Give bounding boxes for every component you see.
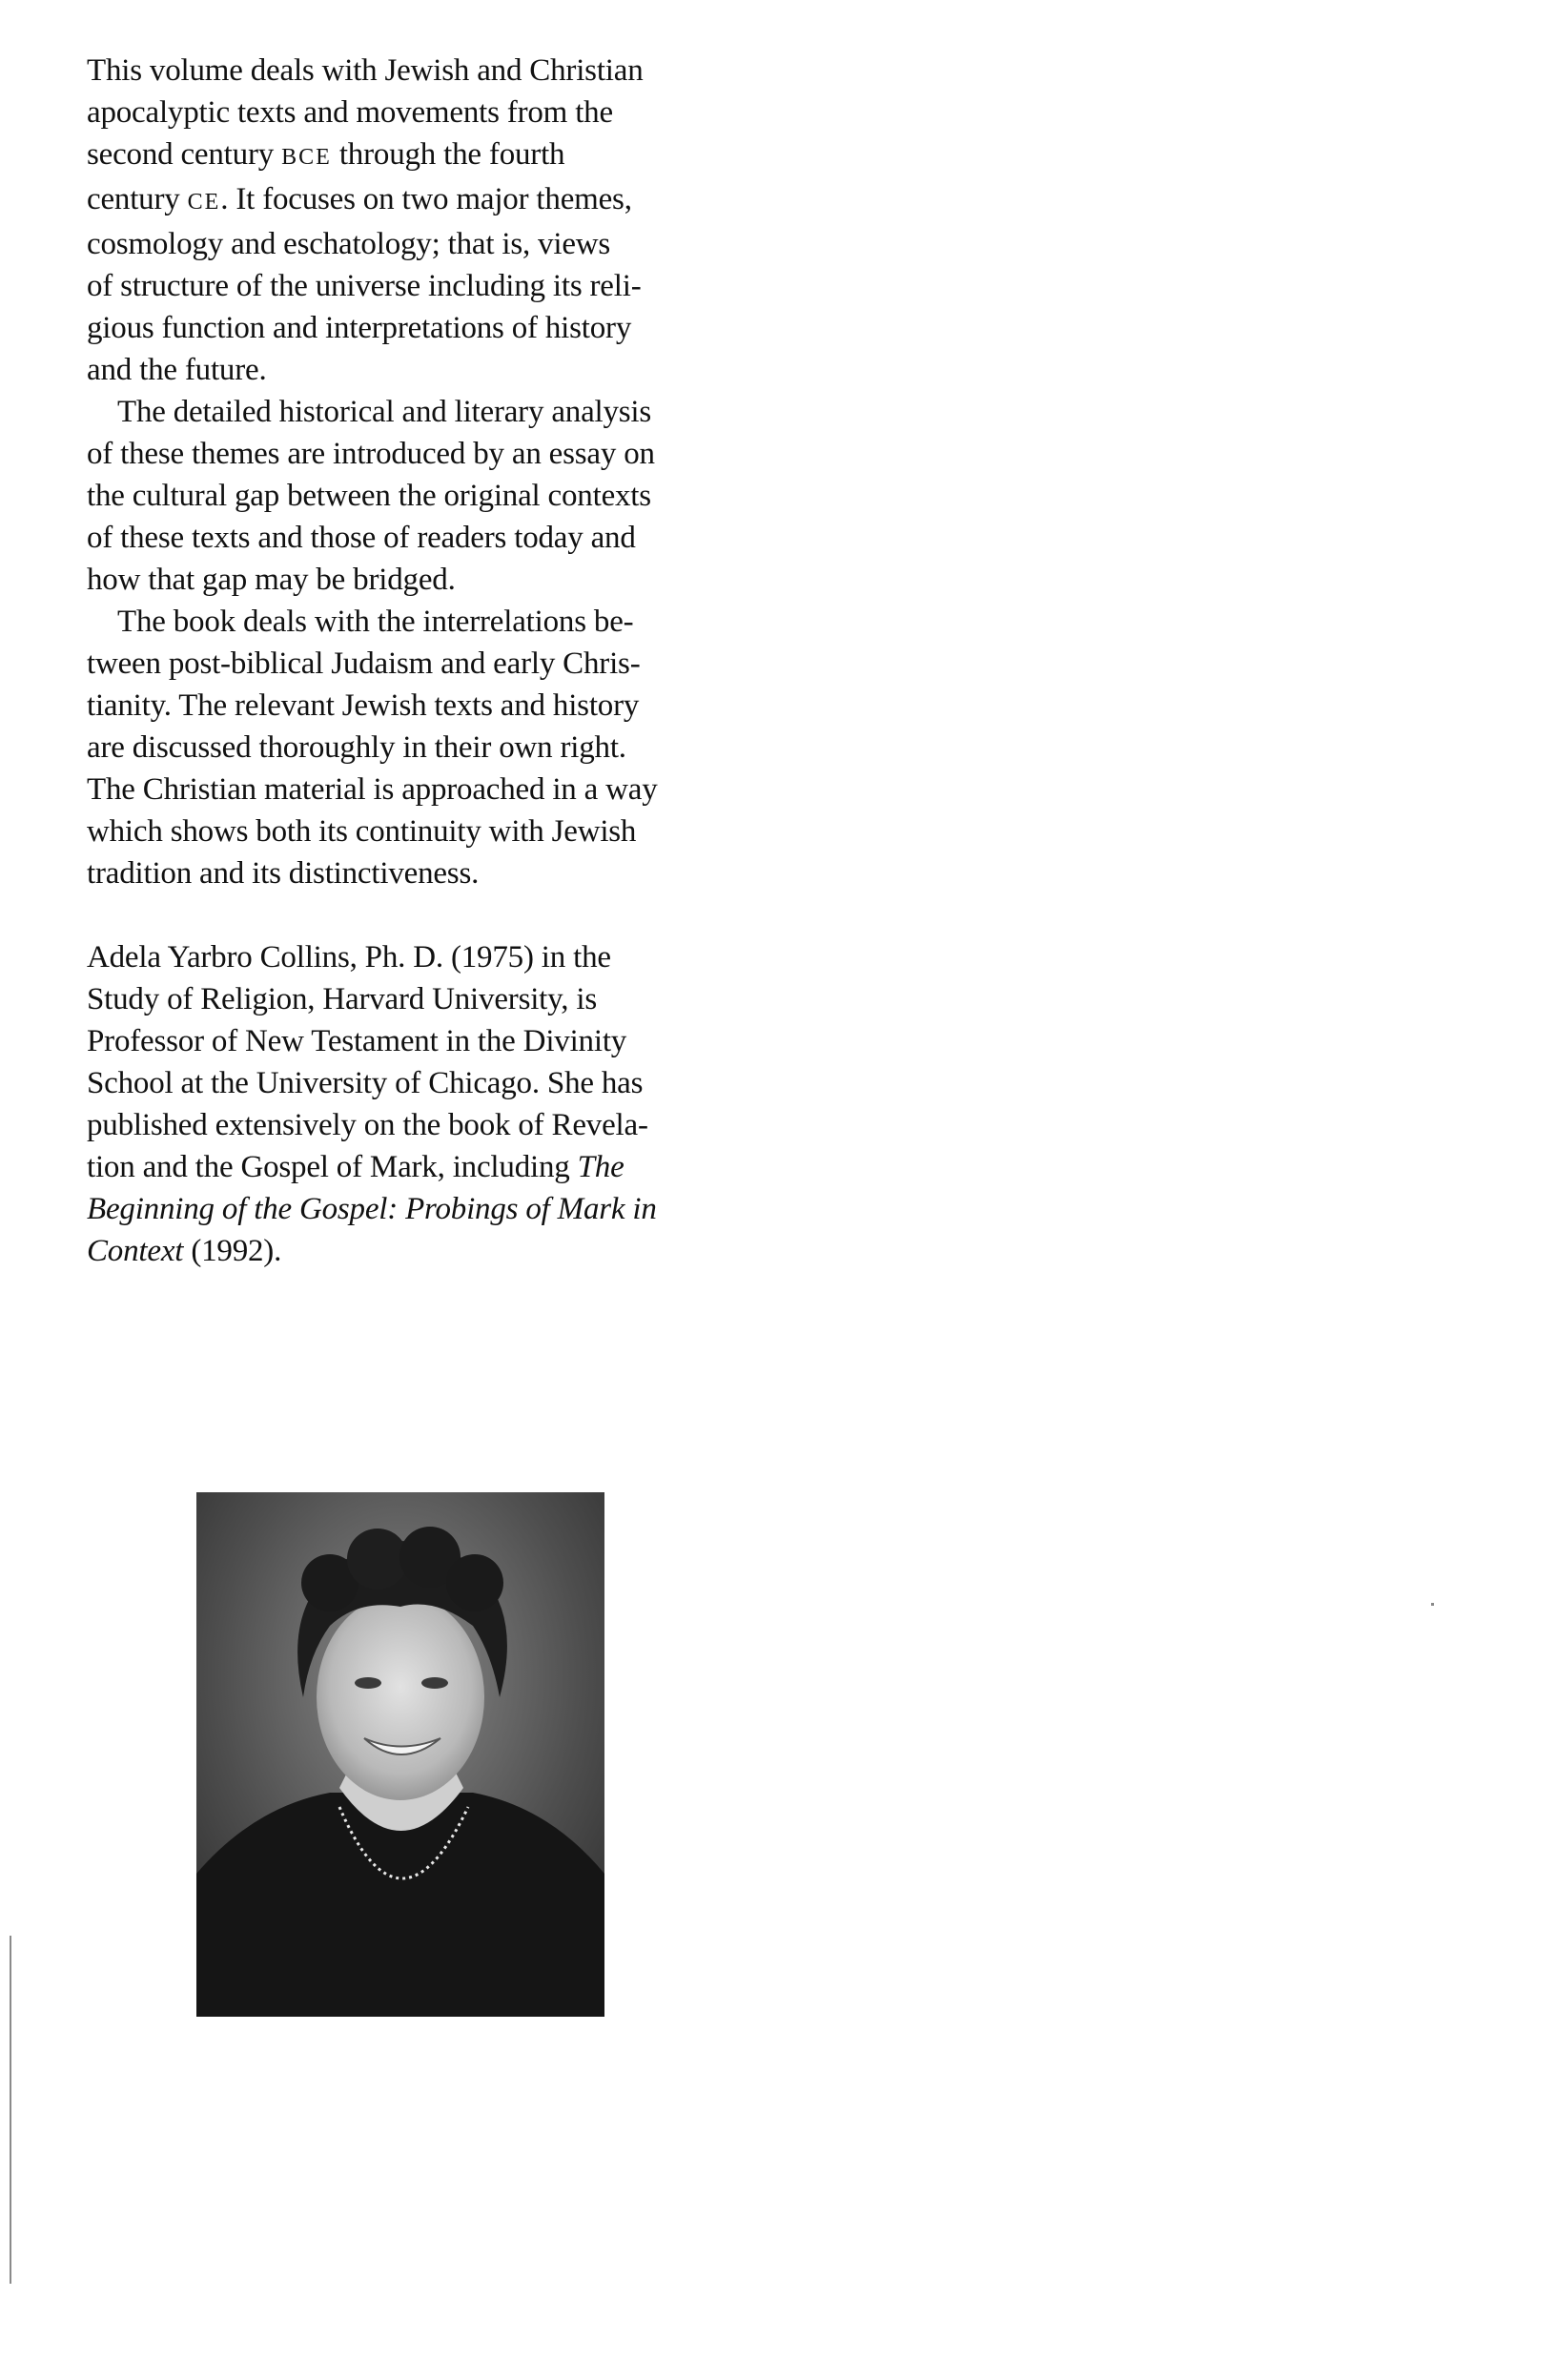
text-line: gious function and interpretations of history — [87, 311, 632, 345]
book-title: Beginning of the Gospel: Probings of Mark in — [87, 1192, 657, 1226]
bio-line: Study of Religion, Harvard University, is — [87, 982, 598, 1016]
book-title: The — [577, 1150, 624, 1184]
bio-line: Adela Yarbro Collins, Ph. D. (1975) in the — [87, 940, 611, 975]
scan-speck — [1431, 1603, 1434, 1606]
text-line: The book deals with the interrelations be- — [117, 605, 634, 639]
right-eye — [421, 1677, 448, 1689]
era-abbreviation-ce: CE — [187, 190, 221, 215]
publication-year: (1992). — [191, 1234, 282, 1268]
text-line: This volume deals with Jewish and Christian — [87, 53, 644, 88]
back-cover-text — [87, 50, 754, 1272]
text-line: and the future. — [87, 353, 267, 387]
text-line — [87, 178, 754, 223]
text-line: The Christian material is approached in a way — [87, 772, 658, 807]
bio-line — [87, 1188, 754, 1230]
text-line: of these themes are introduced by an essay on — [87, 437, 655, 471]
text-run: century — [87, 182, 188, 216]
text-line: cosmology and eschatology; that is, views — [87, 227, 611, 261]
face — [317, 1594, 484, 1800]
text-line: The detailed historical and literary analysis — [117, 395, 652, 429]
author-portrait-photo — [196, 1492, 604, 2017]
hair-curl — [347, 1529, 408, 1590]
left-eye — [355, 1677, 381, 1689]
text-run: tion and the Gospel of Mark, including — [87, 1150, 570, 1184]
text-line: which shows both its continuity with Jewish — [87, 814, 637, 849]
text-run: . It focuses on two major themes, — [220, 182, 632, 216]
bio-line: published extensively on the book of Revela- — [87, 1108, 648, 1142]
text-line — [87, 133, 754, 178]
book-title: Context — [87, 1234, 184, 1268]
text-line: of these texts and those of readers today and — [87, 521, 636, 555]
text-line: apocalyptic texts and movements from the — [87, 95, 613, 130]
text-run: second century — [87, 137, 282, 172]
era-abbreviation-bce: BCE — [281, 145, 332, 170]
text-line: are discussed thoroughly in their own right. — [87, 730, 626, 765]
description-paragraph-3 — [87, 601, 754, 894]
description-paragraph-1 — [87, 50, 754, 391]
text-line: tradition and its distinctiveness. — [87, 856, 480, 891]
description-paragraph-2 — [87, 391, 754, 601]
text-line: tween post-biblical Judaism and early Chris- — [87, 646, 641, 681]
text-line: how that gap may be bridged. — [87, 563, 456, 597]
bio-line: School at the University of Chicago. She has — [87, 1066, 644, 1100]
bio-line — [87, 1146, 754, 1188]
text-line: tianity. The relevant Jewish texts and history — [87, 688, 640, 723]
text-run: through the fourth — [331, 137, 565, 172]
portrait-illustration — [196, 1492, 604, 2017]
scan-edge-line — [10, 1936, 11, 2284]
hair-curl — [446, 1554, 503, 1611]
bio-line — [87, 1230, 754, 1272]
bio-line: Professor of New Testament in the Divinity — [87, 1024, 627, 1058]
text-line: of structure of the universe including its reli- — [87, 269, 642, 303]
text-line: the cultural gap between the original contexts — [87, 479, 651, 513]
author-bio — [87, 936, 754, 1272]
